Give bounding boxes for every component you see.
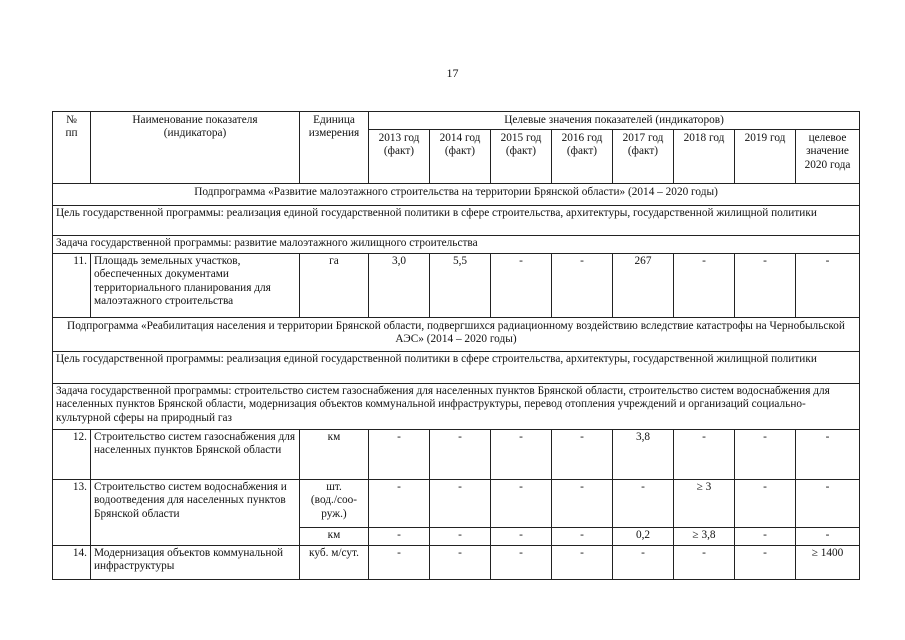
unit-cell: км [300,528,369,546]
value-cell: - [796,480,860,528]
value-cell: - [735,480,796,528]
unit-cell: шт. (вод./соо- руж.) [300,480,369,528]
header-year: целевое значение 2020 года [796,130,860,184]
header-year: 2017 год (факт) [613,130,674,184]
value-cell: - [735,254,796,318]
value-cell: - [552,480,613,528]
value-cell: - [735,546,796,580]
value-cell: 3,8 [613,430,674,480]
table-row [53,546,860,580]
value-cell: 267 [613,254,674,318]
header-year: 2019 год [735,130,796,184]
value-cell: - [491,430,552,480]
value-cell: - [491,254,552,318]
value-cell: ≥ 1400 [796,546,860,580]
value-cell: 0,2 [613,528,674,546]
value-cell: - [735,528,796,546]
value-cell: - [552,528,613,546]
value-cell: - [430,528,491,546]
subprogram-title: Подпрограмма «Реабилитация населения и территории Брянской области, подвергшихся радиационному воздействию вследствие катастрофы на Чернобыльской АЭС» (2014 – 2020 годы) [53,318,860,352]
value-cell: - [796,254,860,318]
header-year: 2016 год (факт) [552,130,613,184]
table-row [53,254,860,318]
row-number: 12. [53,430,91,480]
header-year: 2013 год (факт) [369,130,430,184]
indicator-name: Строительство систем газоснабжения для населенных пунктов Брянской области [91,430,300,480]
value-cell: - [674,546,735,580]
value-cell: - [491,546,552,580]
value-cell: - [491,528,552,546]
value-cell: - [796,430,860,480]
unit-cell: га [300,254,369,318]
table-row [53,430,860,480]
header-unit: Единица измерения [300,112,369,184]
value-cell: - [430,480,491,528]
header-targets-title: Целевые значения показателей (индикаторов) [369,112,860,130]
value-cell: 3,0 [369,254,430,318]
value-cell: - [369,480,430,528]
value-cell: - [430,430,491,480]
value-cell: - [369,546,430,580]
value-cell: ≥ 3,8 [674,528,735,546]
value-cell: - [430,546,491,580]
indicator-name: Строительство систем водоснабжения и водоотведения для населенных пунктов Брянской области [91,480,300,546]
value-cell: - [613,546,674,580]
program-task: Задача государственной программы: строительство систем газоснабжения для населенных пунктов Брянской области, строительство систем водоснабжения для населенных пунктов Брянской области, модернизация объектов коммунальной инфраструктуры, перевод отопления учреждений и организаций социально-культурной сферы на природный газ [53,384,860,430]
value-cell: - [613,480,674,528]
program-goal: Цель государственной программы: реализация единой государственной политики в сфере строительства, архитектуры, государственной жилищной политики [53,352,860,384]
page-number: 17 [446,66,459,80]
unit-cell: куб. м/сут. [300,546,369,580]
indicators-table [52,111,860,580]
program-task: Задача государственной программы: развитие малоэтажного жилищного строительства [53,236,860,254]
value-cell: - [369,430,430,480]
value-cell: - [369,528,430,546]
subprogram-title: Подпрограмма «Развитие малоэтажного строительства на территории Брянской области» (2014 – 2020 годы) [53,184,860,206]
row-number: 11. [53,254,91,318]
header-num: № пп [53,112,91,184]
row-number: 13. [53,480,91,546]
value-cell: - [796,528,860,546]
table-row [53,480,860,528]
unit-cell: км [300,430,369,480]
value-cell: - [552,430,613,480]
header-name: Наименование показателя (индикатора) [91,112,300,184]
program-goal: Цель государственной программы: реализация единой государственной политики в сфере строительства, архитектуры, государственной жилищной политики [53,206,860,236]
value-cell: - [674,254,735,318]
indicator-name: Площадь земельных участков, обеспеченных документами территориального планирования для малоэтажного строительства [91,254,300,318]
value-cell: - [735,430,796,480]
value-cell: - [674,430,735,480]
value-cell: - [552,546,613,580]
value-cell: 5,5 [430,254,491,318]
header-year: 2018 год [674,130,735,184]
indicator-name: Модернизация объектов коммунальной инфраструктуры [91,546,300,580]
value-cell: - [491,480,552,528]
value-cell: - [552,254,613,318]
header-year: 2015 год (факт) [491,130,552,184]
row-number: 14. [53,546,91,580]
value-cell: ≥ 3 [674,480,735,528]
header-year: 2014 год (факт) [430,130,491,184]
